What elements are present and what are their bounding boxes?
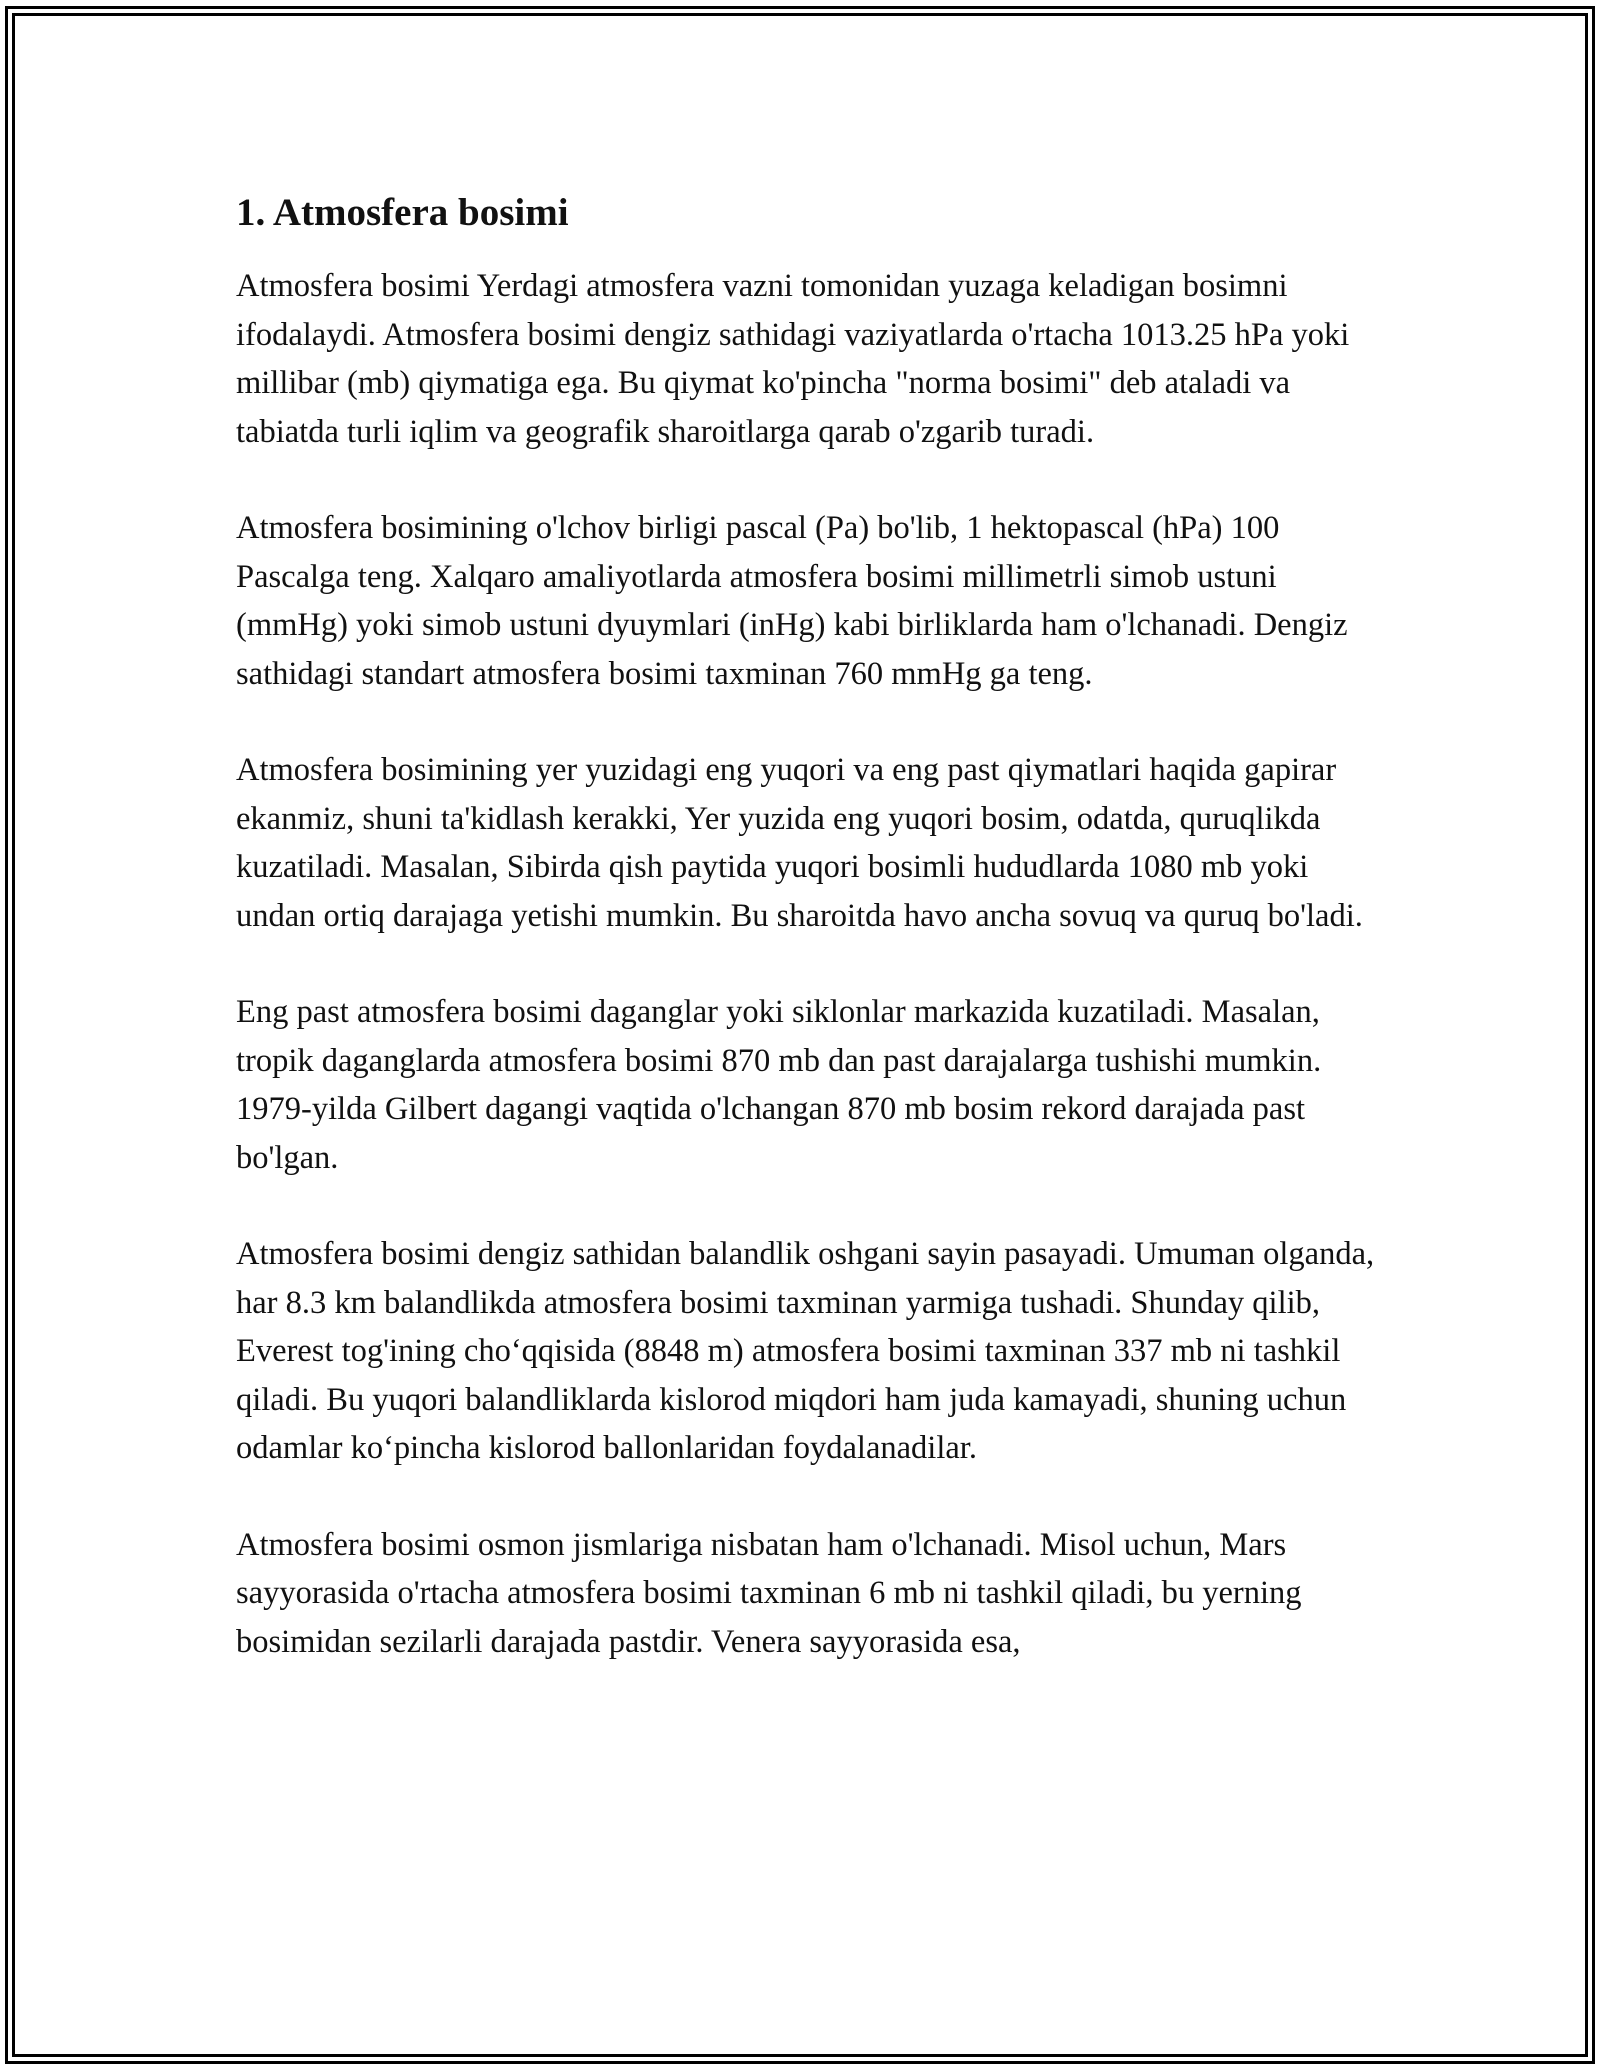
paragraph-low-pressure: Eng past atmosfera bosimi daganglar yoki siklonlar markazida kuzatiladi. Masalan, tropik daganglarda atmosfera bosimi 870 mb dan past darajalarga tushishi mumkin. 1979-yilda Gilbert dagangi vaqtida o'lchangan 870 mb bosim rekord darajada past bo'lgan. — [236, 994, 1322, 1176]
document-body — [236, 184, 1376, 1714]
paragraph-units: Atmosfera bosimining o'lchov birligi pascal (Pa) bo'lib, 1 hektopascal (hPa) 100 Pascalga teng. Xalqaro amaliyotlarda atmosfera bosimi millimetrli simob ustuni (mmHg) yoki simob ustuni dyuymlari (inHg) kabi birliklarda ham o'lchanadi. Dengiz sathidagi standart atmosfera bosimi taxminan 760 mmHg ga teng. — [236, 510, 1348, 692]
paragraph-altitude: Atmosfera bosimi dengiz sathidan balandlik oshgani sayin pasayadi. Umuman olganda, har 8.3 km balandlikda atmosfera bosimi taxminan yarmiga tushadi. Shunday qilib, Everest tog'ining cho‘qqisida (8848 m) atmosfera bosimi taxminan 337 mb ni tashkil qiladi. Bu yuqori balandliklarda kislorod miqdori ham juda kamayadi, shuning uchun odamlar ko‘pincha kislorod ballonlaridan foydalanadilar. — [236, 1236, 1375, 1466]
paragraph-norm-pressure: Atmosfera bosimi Yerdagi atmosfera vazni tomonidan yuzaga keladigan bosimni ifodalaydi. Atmosfera bosimi dengiz sathidagi vaziyatlarda o'rtacha 1013.25 hPa yoki millibar (mb) qiymatiga ega. Bu qiymat ko'pincha "norma bosimi" deb ataladi va tabiatda turli iqlim va geografik sharoitlarga qarab o'zgarib turadi. — [236, 268, 1350, 450]
paragraph-planets: Atmosfera bosimi osmon jismlariga nisbatan ham o'lchanadi. Misol uchun, Mars sayyorasida o'rtacha atmosfera bosimi taxminan 6 mb ni tashkil qiladi, bu yerning bosimidan sezilarli darajada pastdir. Venera sayyorasida esa, — [236, 1526, 1302, 1660]
paragraph-high-pressure: Atmosfera bosimining yer yuzidagi eng yuqori va eng past qiymatlari haqida gapirar ekanmiz, shuni ta'kidlash kerakki, Yer yuzida eng yuqori bosim, odatda, quruqlikda kuzatiladi. Masalan, Sibirda qish paytida yuqori bosimli hududlarda 1080 mb yoki undan ortiq darajaga yetishi mumkin. Bu sharoitda havo ancha sovuq va quruq bo'ladi. — [236, 752, 1363, 934]
section-heading: 1. Atmosfera bosimi — [236, 191, 569, 234]
